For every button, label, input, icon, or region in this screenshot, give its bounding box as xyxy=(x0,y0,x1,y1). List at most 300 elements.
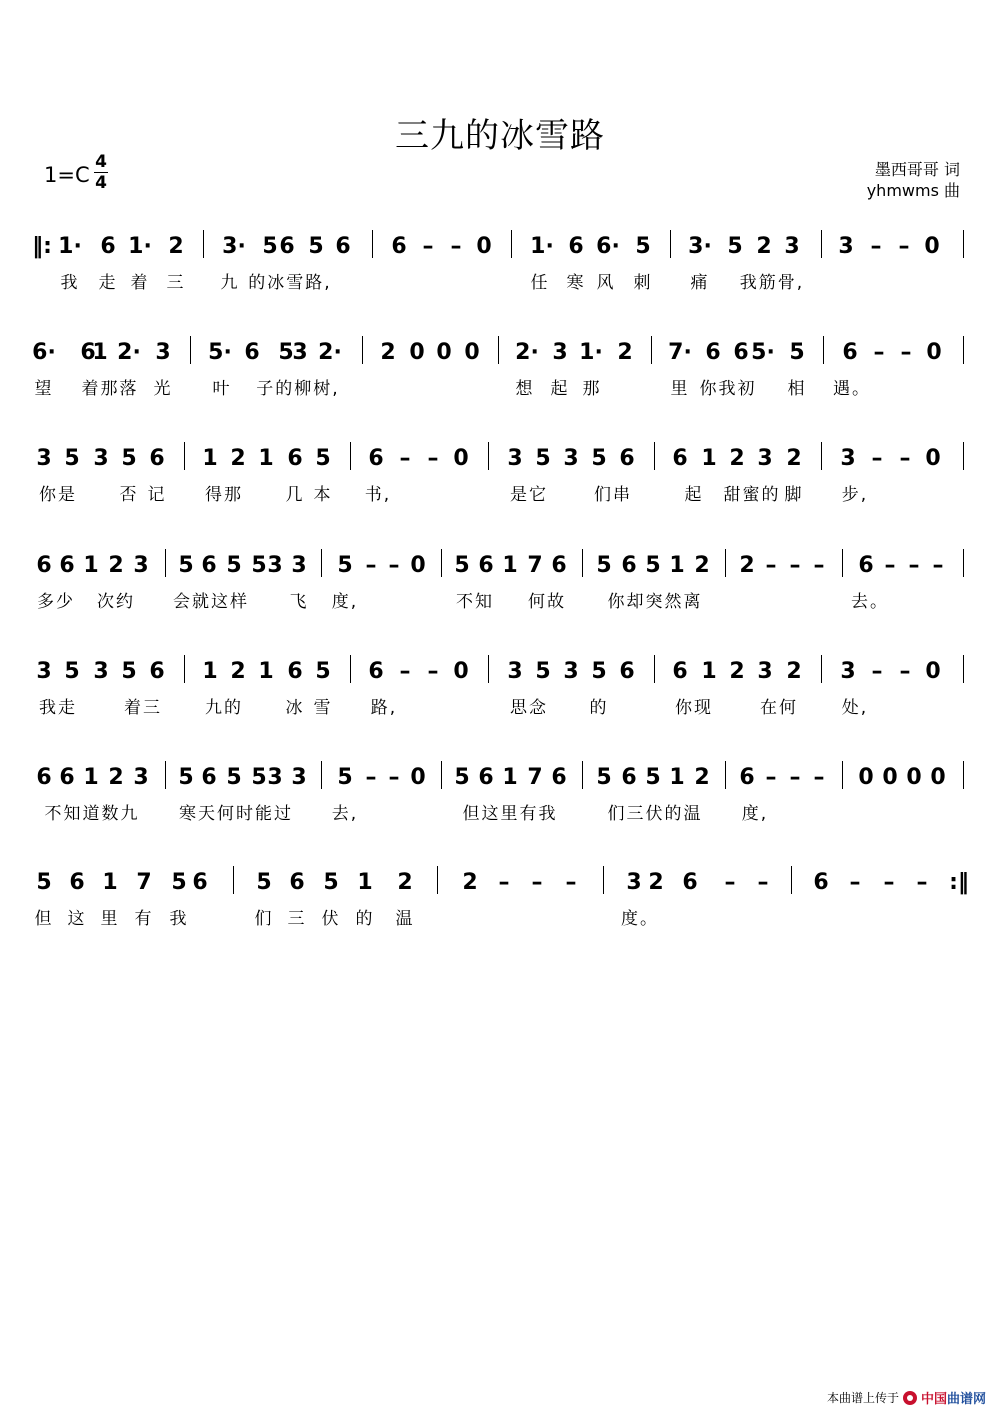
time-signature xyxy=(93,152,109,193)
bar-line xyxy=(184,655,185,683)
lyric-text: 去。 xyxy=(851,592,889,612)
lyric-text: 寒天何时能过 xyxy=(179,804,293,824)
bar-line xyxy=(963,655,964,683)
note: – xyxy=(870,234,882,259)
note: 1 xyxy=(701,659,717,684)
site-logo-icon xyxy=(903,1391,917,1405)
lyric-text: 叶 xyxy=(212,379,232,399)
note: 6 xyxy=(100,234,116,259)
note: – xyxy=(849,870,861,895)
bar-line xyxy=(321,549,322,577)
note: 5 xyxy=(315,659,331,684)
bar-line xyxy=(963,336,964,364)
bar-line xyxy=(654,442,655,470)
note: – xyxy=(871,659,883,684)
note: 5 xyxy=(226,765,242,790)
note: 2 xyxy=(756,234,772,259)
note: 6 xyxy=(287,659,303,684)
lyric-text: 你我初 xyxy=(699,379,757,399)
note: 3· xyxy=(222,234,246,259)
note: 6 xyxy=(36,765,52,790)
lyric-text: 但 xyxy=(34,909,54,929)
lyric-text: 刺 xyxy=(633,273,653,293)
note: 6 xyxy=(478,553,494,578)
note: – xyxy=(871,446,883,471)
bar-line xyxy=(725,761,726,789)
lyric-text: 遇。 xyxy=(833,379,871,399)
bar-line xyxy=(842,549,843,577)
note: :‖ xyxy=(949,870,969,895)
lyric-text: 记 xyxy=(147,485,167,505)
note: 1 xyxy=(502,765,518,790)
note: 5 xyxy=(454,553,470,578)
note: 3· xyxy=(688,234,712,259)
note: 5 xyxy=(64,659,80,684)
note: 0 xyxy=(924,234,940,259)
bar-line xyxy=(437,866,438,894)
lyrics-line xyxy=(0,374,1000,398)
note: 3 xyxy=(784,234,800,259)
bar-line xyxy=(821,230,822,258)
note: – xyxy=(789,553,801,578)
lyric-text: 我走 xyxy=(39,698,77,718)
score-line xyxy=(0,328,1000,428)
lyric-text: 脚 xyxy=(784,485,804,505)
lyric-text: 着三 xyxy=(124,698,162,718)
lyric-text: 度, xyxy=(741,804,769,824)
note: – xyxy=(450,234,462,259)
note: – xyxy=(399,659,411,684)
note: 2 xyxy=(108,553,124,578)
bar-line xyxy=(190,336,191,364)
note: 3 xyxy=(93,659,109,684)
lyrics-line xyxy=(0,480,1000,504)
note: 1 xyxy=(102,870,118,895)
note: 3 xyxy=(840,659,856,684)
lyric-text: 有 xyxy=(134,909,154,929)
note: 3 xyxy=(133,765,149,790)
bar-line xyxy=(488,655,489,683)
note: 3 xyxy=(36,659,52,684)
note: 0 xyxy=(925,446,941,471)
bar-line xyxy=(441,761,442,789)
note: 7 xyxy=(136,870,152,895)
notes-line xyxy=(0,541,1000,593)
note: 3 xyxy=(507,446,523,471)
note: 3 xyxy=(838,234,854,259)
note: – xyxy=(531,870,543,895)
note: 0 xyxy=(453,446,469,471)
note: 5 xyxy=(591,446,607,471)
note: – xyxy=(388,765,400,790)
note: 3 xyxy=(267,553,283,578)
note: 6 xyxy=(80,340,96,365)
note: 6 xyxy=(201,553,217,578)
note: 6 xyxy=(733,340,749,365)
lyric-text: 在何 xyxy=(760,698,798,718)
bar-line xyxy=(823,336,824,364)
note: 5 xyxy=(278,340,294,365)
lyric-text: 次约 xyxy=(97,592,135,612)
note: 0 xyxy=(464,340,480,365)
note: 5 xyxy=(596,553,612,578)
note: 6· xyxy=(32,340,56,365)
site-name-part1: 中国 xyxy=(920,1392,947,1407)
note: 6 xyxy=(368,446,384,471)
note: 2 xyxy=(648,870,664,895)
note: 3 xyxy=(291,553,307,578)
note: – xyxy=(900,340,912,365)
time-signature-numerator: 4 xyxy=(95,152,107,172)
lyric-text: 不知 xyxy=(456,592,494,612)
note: 5 xyxy=(36,870,52,895)
time-signature-denominator: 4 xyxy=(95,173,107,193)
note: 6 xyxy=(551,553,567,578)
note: 5 xyxy=(308,234,324,259)
note: 5 xyxy=(64,446,80,471)
lyric-text: 甜蜜的 xyxy=(723,485,781,505)
note: 5 xyxy=(789,340,805,365)
note: – xyxy=(899,659,911,684)
lyric-text: 路, xyxy=(370,698,398,718)
lyric-text: 的 xyxy=(589,698,609,718)
note: 6 xyxy=(149,446,165,471)
lyric-text: 得那 xyxy=(205,485,243,505)
note: 5 xyxy=(591,659,607,684)
lyric-text: 但这里有我 xyxy=(462,804,558,824)
bar-line xyxy=(963,230,964,258)
note: 6 xyxy=(289,870,305,895)
note: 6 xyxy=(287,446,303,471)
note: – xyxy=(498,870,510,895)
note: 6 xyxy=(244,340,260,365)
bar-line xyxy=(603,866,604,894)
lyrics-line xyxy=(0,587,1000,611)
lyric-text: 否 xyxy=(119,485,139,505)
note: 6 xyxy=(391,234,407,259)
notes-line xyxy=(0,222,1000,274)
lyric-text: 多少 xyxy=(37,592,75,612)
note: 1 xyxy=(202,659,218,684)
lyrics-line xyxy=(0,799,1000,823)
note: – xyxy=(427,659,439,684)
lyric-text: 书, xyxy=(364,485,392,505)
note: 6 xyxy=(672,446,688,471)
note: 5 xyxy=(454,765,470,790)
bar-line xyxy=(165,549,166,577)
lyric-text: 三 xyxy=(166,273,186,293)
bar-line xyxy=(498,336,499,364)
note: 6 xyxy=(368,659,384,684)
lyric-text: 冰 xyxy=(285,698,305,718)
lyric-text: 是它 xyxy=(510,485,548,505)
note: 1 xyxy=(92,340,108,365)
note: 1 xyxy=(202,446,218,471)
note: – xyxy=(813,765,825,790)
note: 5 xyxy=(262,234,278,259)
note: – xyxy=(765,765,777,790)
note: – xyxy=(388,553,400,578)
note: 5 xyxy=(226,553,242,578)
note: 6 xyxy=(149,659,165,684)
key-signature: 1=C xyxy=(44,163,90,187)
note: 6 xyxy=(621,765,637,790)
note: 5· xyxy=(208,340,232,365)
note: 6 xyxy=(59,553,75,578)
note: 5 xyxy=(635,234,651,259)
note: 1· xyxy=(579,340,603,365)
note: 3 xyxy=(93,446,109,471)
note: 2 xyxy=(694,553,710,578)
bar-line xyxy=(791,866,792,894)
note: 5 xyxy=(535,446,551,471)
note: 1 xyxy=(701,446,717,471)
bar-line xyxy=(362,336,363,364)
lyric-text: 度。 xyxy=(621,909,659,929)
lyric-text: 雪 xyxy=(313,698,333,718)
note: – xyxy=(883,870,895,895)
lyric-text: 里 xyxy=(670,379,690,399)
note: 5· xyxy=(751,340,775,365)
bar-line xyxy=(842,761,843,789)
bar-line xyxy=(821,442,822,470)
lyricist-credit: 墨西哥哥 词 xyxy=(874,160,960,179)
note: 6 xyxy=(813,870,829,895)
lyric-text: 走 xyxy=(98,273,118,293)
note: – xyxy=(813,553,825,578)
score-line xyxy=(0,647,1000,747)
lyric-text: 着那落 xyxy=(81,379,139,399)
lyrics-line xyxy=(0,904,1000,928)
note: 1 xyxy=(357,870,373,895)
note: 0 xyxy=(858,765,874,790)
note: – xyxy=(898,234,910,259)
lyric-text: 温 xyxy=(395,909,415,929)
lyric-text: 你是 xyxy=(39,485,77,505)
bar-line xyxy=(511,230,512,258)
note: 6 xyxy=(621,553,637,578)
lyric-text: 的冰雪路, xyxy=(248,273,332,293)
score-title: 三九的冰雪路 xyxy=(395,116,605,156)
lyric-text: 本 xyxy=(313,485,333,505)
note: 1 xyxy=(258,659,274,684)
note: 0 xyxy=(476,234,492,259)
note: – xyxy=(724,870,736,895)
score-line xyxy=(0,541,1000,641)
note: 2 xyxy=(168,234,184,259)
note: 5 xyxy=(727,234,743,259)
note: 1· xyxy=(128,234,152,259)
note: 6· xyxy=(596,234,620,259)
note: 0 xyxy=(410,553,426,578)
lyric-text: 三 xyxy=(287,909,307,929)
lyric-text: 那 xyxy=(582,379,602,399)
note: 7 xyxy=(527,553,543,578)
note: 0 xyxy=(410,765,426,790)
note: 2 xyxy=(694,765,710,790)
note: 1 xyxy=(258,446,274,471)
lyric-text: 不知道数九 xyxy=(44,804,140,824)
lyrics-line xyxy=(0,268,1000,292)
lyric-text: 你现 xyxy=(675,698,713,718)
note: – xyxy=(365,553,377,578)
lyric-text: 几 xyxy=(285,485,305,505)
notes-line xyxy=(0,647,1000,699)
note: – xyxy=(565,870,577,895)
note: 7· xyxy=(668,340,692,365)
note: 3 xyxy=(563,446,579,471)
lyric-text: 光 xyxy=(153,379,173,399)
bar-line xyxy=(582,549,583,577)
score-line xyxy=(0,753,1000,853)
note: 5 xyxy=(645,765,661,790)
note: 3 xyxy=(507,659,523,684)
note: 2· xyxy=(318,340,342,365)
lyric-text: 你却突然离 xyxy=(607,592,703,612)
note: 6 xyxy=(59,765,75,790)
note: – xyxy=(899,446,911,471)
bar-line xyxy=(203,230,204,258)
note: 2 xyxy=(230,659,246,684)
bar-line xyxy=(821,655,822,683)
bar-line xyxy=(963,549,964,577)
note: 3 xyxy=(155,340,171,365)
note: 2 xyxy=(739,553,755,578)
note: 6 xyxy=(858,553,874,578)
lyric-text: 风 xyxy=(596,273,616,293)
bar-line xyxy=(654,655,655,683)
note: 5 xyxy=(251,553,267,578)
note: 6 xyxy=(201,765,217,790)
notes-line xyxy=(0,858,1000,910)
note: 5 xyxy=(121,659,137,684)
lyric-text: 起 xyxy=(684,485,704,505)
note: 2· xyxy=(117,340,141,365)
lyric-text: 思念 xyxy=(510,698,548,718)
note: 6 xyxy=(36,553,52,578)
note: 5 xyxy=(315,446,331,471)
note: 6 xyxy=(619,659,635,684)
note: 0 xyxy=(409,340,425,365)
lyric-text: 里 xyxy=(100,909,120,929)
bar-line xyxy=(488,442,489,470)
lyric-text: 任 xyxy=(530,273,550,293)
lyric-text: 度, xyxy=(331,592,359,612)
note: 5 xyxy=(121,446,137,471)
note: 3 xyxy=(292,340,308,365)
note: – xyxy=(765,553,777,578)
note: 3 xyxy=(133,553,149,578)
lyrics-line xyxy=(0,693,1000,717)
note: 3 xyxy=(36,446,52,471)
note: 5 xyxy=(596,765,612,790)
note: ‖: xyxy=(32,234,52,259)
bar-line xyxy=(350,655,351,683)
lyric-text: 想 xyxy=(515,379,535,399)
bar-line xyxy=(963,442,964,470)
bar-line xyxy=(725,549,726,577)
note: 0 xyxy=(925,659,941,684)
note: 2 xyxy=(230,446,246,471)
note: 0 xyxy=(906,765,922,790)
note: – xyxy=(365,765,377,790)
note: 1 xyxy=(502,553,518,578)
note: 0 xyxy=(926,340,942,365)
lyric-text: 我筋骨, xyxy=(739,273,805,293)
note: – xyxy=(399,446,411,471)
lyric-text: 子的柳树, xyxy=(256,379,340,399)
note: 5 xyxy=(256,870,272,895)
lyric-text: 伏 xyxy=(321,909,341,929)
notes-line xyxy=(0,753,1000,805)
upload-text: 本曲谱上传于 xyxy=(826,1391,899,1405)
lyric-text: 痛 xyxy=(690,273,710,293)
note: 7 xyxy=(527,765,543,790)
note: 6 xyxy=(672,659,688,684)
bar-line xyxy=(165,761,166,789)
note: 3 xyxy=(757,659,773,684)
note: 1 xyxy=(669,553,685,578)
site-name xyxy=(921,1388,986,1407)
bar-line xyxy=(441,549,442,577)
lyric-text: 我 xyxy=(60,273,80,293)
note: 5 xyxy=(323,870,339,895)
lyric-text: 们三伏的温 xyxy=(607,804,703,824)
note: 2 xyxy=(108,765,124,790)
note: – xyxy=(916,870,928,895)
note: 2 xyxy=(380,340,396,365)
note: 0 xyxy=(882,765,898,790)
note: 3 xyxy=(552,340,568,365)
bar-line xyxy=(670,230,671,258)
bar-line xyxy=(651,336,652,364)
score-line xyxy=(0,858,1000,958)
note: 2 xyxy=(617,340,633,365)
note: 6 xyxy=(335,234,351,259)
score-line xyxy=(0,434,1000,534)
note: – xyxy=(884,553,896,578)
site-name-part2: 曲谱网 xyxy=(946,1392,986,1407)
note: 5 xyxy=(337,765,353,790)
note: 6 xyxy=(478,765,494,790)
lyric-text: 们串 xyxy=(594,485,632,505)
note: 2 xyxy=(397,870,413,895)
note: 6 xyxy=(739,765,755,790)
lyric-text: 九的 xyxy=(205,698,243,718)
bar-line xyxy=(233,866,234,894)
lyric-text: 飞 xyxy=(289,592,309,612)
note: 6 xyxy=(551,765,567,790)
note: – xyxy=(789,765,801,790)
note: 6 xyxy=(682,870,698,895)
note: 5 xyxy=(337,553,353,578)
note: 6 xyxy=(842,340,858,365)
note: – xyxy=(427,446,439,471)
lyric-text: 寒 xyxy=(566,273,586,293)
note: – xyxy=(422,234,434,259)
note: 6 xyxy=(192,870,208,895)
footer-watermark xyxy=(827,1388,986,1407)
note: 2 xyxy=(786,446,802,471)
note: 1· xyxy=(530,234,554,259)
note: 3 xyxy=(291,765,307,790)
note: 5 xyxy=(251,765,267,790)
note: 6 xyxy=(619,446,635,471)
lyric-text: 去, xyxy=(331,804,359,824)
bar-line xyxy=(350,442,351,470)
note: – xyxy=(757,870,769,895)
lyric-text: 九 xyxy=(220,273,240,293)
